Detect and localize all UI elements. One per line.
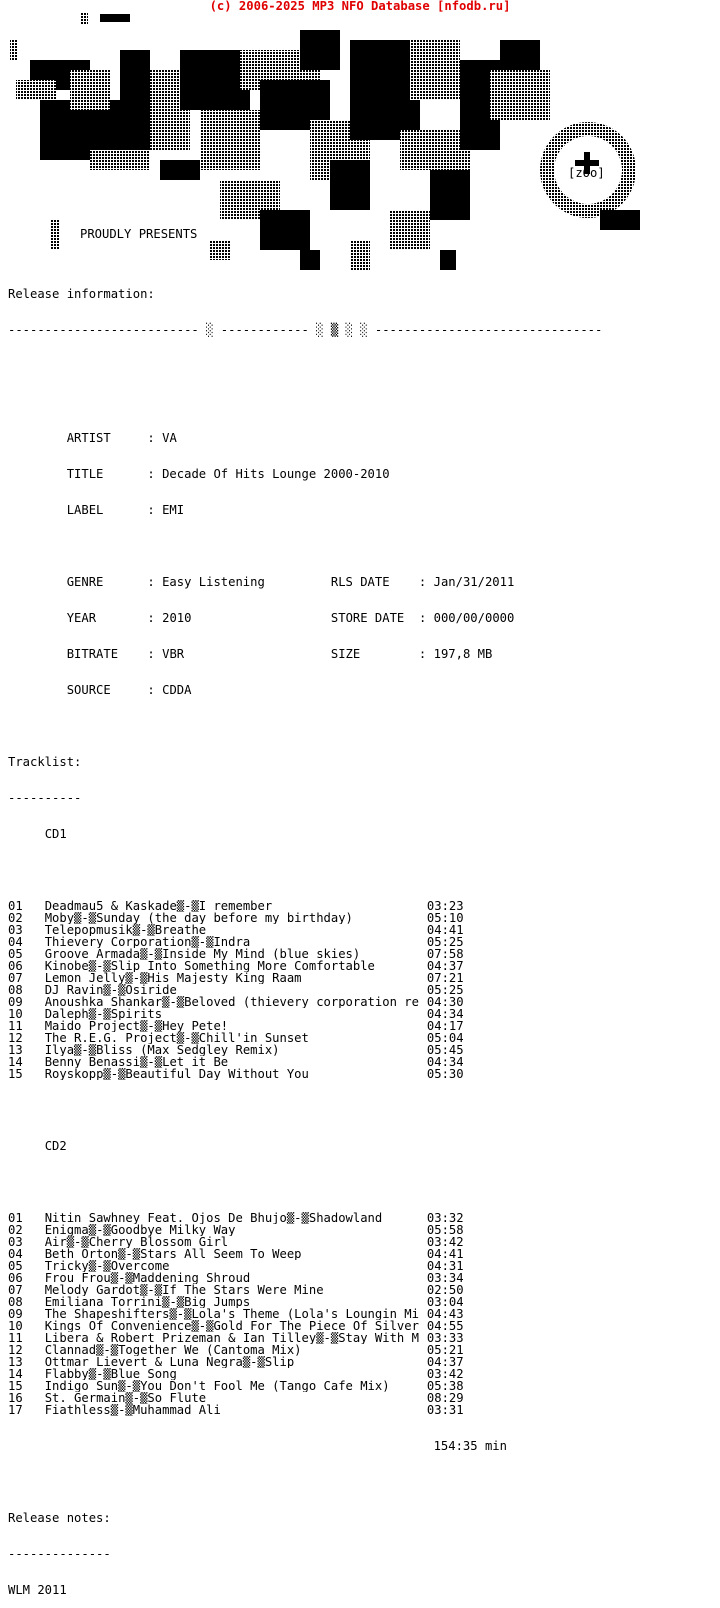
nfo-body: Release information: -------------------------- ░ ------------ ░ ▒ ░ ░ ------------------------------- ARTIST : VA TITLE : Decade Of Hits Lounge 2000-2010 LABEL : EMI GENRE : Easy Listening RLS DATE : Jan/31/2011 YEAR : 2010 STORE DATE : 000/00/0000 BITRATE : VBR SIZE : 197,8 MB SOURCE : CDDA Tracklist: ---------- CD1 01 Deadmau5 & Kaskade▒-▒I remember 03:23 02 Moby▒-▒Sunday (the day before my birthday) 05:10 03 Telepopmusik▒-▒Breathe 04:41 04 Thievery Corporation▒-▒Indra 05:25 05 Groove Armada▒-▒Inside My Mind (blue skies) 07:58 06 Kinobe▒-▒Slip Into Something More Comfortable 04:37 07 Lemon Jelly▒-▒His Majesty King Raam 07:21 08 DJ Ravin▒-▒Osiride 05:25 09 Anoushka Shankar▒-▒Beloved (thievery corporation re 04:30 10 Daleph▒-▒Spirits 04:34 11 Maido Project▒-▒Hey Pete! 04:17 12 The R.E.G. Project▒-▒Chill'in Sunset 05:04 13 Ilya▒-▒Bliss (Max Sedgley Remix) 05:45 14 Benny Benassi▒-▒Let it Be 04:34 15 Royskopp▒-▒Beautiful Day Without You 05:30 CD2 01 Nitin Sawhney Feat. Ojos De Bhujo▒-▒Shadowland 03:32 02 Enigma▒-▒Goodbye Milky Way 05:58 03 Air▒-▒Cherry Blossom Girl 03:42 04 Beth Orton▒-▒Stars All Seem To Weep 04:41 05 Tricky▒-▒Overcome 04:31 06 Frou Frou▒-▒Maddening Shroud 03:34 07 Melody Gardot▒-▒If The Stars Were Mine 02:50 08 Emiliana Torrini▒-▒Big Jumps 03:04 09 The Shapeshifters▒-▒Lola's Theme (Lola's Loungin Mi 04:43 10 Kings Of Convenience▒-▒Gold For The Piece Of Silver 04:55 11 Libera & Robert Prizeman & Ian Tilley▒-▒Stay With M 03:33 12 Clannad▒-▒Together We (Cantoma Mix) 05:21 13 Ottmar Lievert & Luna Negra▒-▒Slip 04:37 14 Flabby▒-▒Blue Song 03:42 15 Indigo Sun▒-▒You Don't Fool Me (Tango Cafe Mix) 05:38 16 St. Germain▒-▒So Flute 08:29 17 Fiathless▒-▒Muhammad Ali 03:31 154:35 min Release notes: -------------- WLM 2011: [8, 287, 603, 1597]
tracklist-heading: Tracklist:: [8, 755, 82, 769]
track-title: The R.E.G. Project▒-▒Chill'in Sunset: [44, 1032, 309, 1044]
tracklist-divider: ----------: [8, 791, 82, 805]
release-notes-heading: Release notes:: [8, 1511, 111, 1525]
track-row: [8, 1296, 602, 1308]
track-time: 05:38: [426, 1379, 464, 1393]
track-row: [8, 948, 602, 960]
track-time: 04:55: [426, 1319, 464, 1333]
track-number: 14: [8, 1367, 23, 1381]
track-number: 06: [8, 1271, 23, 1285]
track-title: Kinobe▒-▒Slip Into Something More Comfortable: [44, 960, 375, 972]
track-number: 07: [8, 971, 23, 985]
track-row: [8, 1404, 602, 1416]
track-row: [8, 1212, 602, 1224]
track-row: [8, 1068, 602, 1080]
track-title: Thievery Corporation▒-▒Indra: [44, 936, 251, 948]
track-title: Maido Project▒-▒Hey Pete!: [44, 1020, 229, 1032]
track-number: 11: [8, 1019, 23, 1033]
track-number: 14: [8, 1055, 23, 1069]
track-number: 08: [8, 1295, 23, 1309]
track-row: [8, 1008, 602, 1020]
source-value: CDDA: [162, 683, 192, 697]
track-row: [8, 1032, 602, 1044]
source-label: SOURCE: [66, 683, 111, 697]
track-row: [8, 1380, 602, 1392]
track-title: Nitin Sawhney Feat. Ojos De Bhujo▒-▒Shadowland: [44, 1212, 383, 1224]
track-number: 07: [8, 1283, 23, 1297]
track-title: Groove Armada▒-▒Inside My Mind (blue skies): [44, 948, 361, 960]
release-notes-divider: --------------: [8, 1547, 111, 1561]
track-number: 17: [8, 1403, 23, 1417]
track-title: Emiliana Torrini▒-▒Big Jumps: [44, 1296, 251, 1308]
bitrate-value: VBR: [162, 647, 185, 661]
track-time: 05:58: [426, 1223, 464, 1237]
track-time: 07:21: [426, 971, 464, 985]
track-row: [8, 1248, 602, 1260]
track-time: 03:42: [426, 1367, 464, 1381]
track-time: 04:34: [426, 1055, 464, 1069]
track-time: 04:30: [426, 995, 464, 1009]
track-number: 12: [8, 1343, 23, 1357]
track-number: 13: [8, 1043, 23, 1057]
size-value: 197,8 MB: [433, 647, 493, 661]
track-row: [8, 936, 602, 948]
track-number: 05: [8, 1259, 23, 1273]
track-time: 05:30: [426, 1067, 464, 1081]
track-row: [8, 972, 602, 984]
track-row: [8, 960, 602, 972]
track-number: 02: [8, 911, 23, 925]
track-row: [8, 1260, 602, 1272]
track-number: 15: [8, 1379, 23, 1393]
release-info-divider: -------------------------- ░ ------------ ░ ▒ ░ ░ -------------------------------: [8, 323, 603, 337]
track-title: Ilya▒-▒Bliss (Max Sedgley Remix): [44, 1044, 280, 1056]
track-row: [8, 1284, 602, 1296]
track-number: 10: [8, 1007, 23, 1021]
track-row: [8, 1056, 602, 1068]
track-time: 03:04: [426, 1295, 464, 1309]
track-row: [8, 1344, 602, 1356]
track-row: [8, 996, 602, 1008]
cd1-label: CD1: [44, 827, 67, 841]
track-time: 04:17: [426, 1019, 464, 1033]
genre-value: Easy Listening: [162, 575, 265, 589]
track-title: Flabby▒-▒Blue Song: [44, 1368, 177, 1380]
total-time: 154:35 min: [433, 1439, 507, 1453]
track-time: 04:37: [426, 959, 464, 973]
track-row: [8, 984, 602, 996]
track-title: Libera & Robert Prizeman & Ian Tilley▒-▒Stay With M: [44, 1332, 419, 1344]
track-number: 10: [8, 1319, 23, 1333]
track-row: [8, 900, 602, 912]
track-title: Royskopp▒-▒Beautiful Day Without You: [44, 1068, 309, 1080]
track-time: 07:58: [426, 947, 464, 961]
track-title: St. Germain▒-▒So Flute: [44, 1392, 207, 1404]
track-row: [8, 924, 602, 936]
track-title: Frou Frou▒-▒Maddening Shroud: [44, 1272, 251, 1284]
track-row: [8, 1368, 602, 1380]
track-row: [8, 1272, 602, 1284]
track-title: Telepopmusik▒-▒Breathe: [44, 924, 207, 936]
track-time: 05:04: [426, 1031, 464, 1045]
track-title: Beth Orton▒-▒Stars All Seem To Weep: [44, 1248, 302, 1260]
track-time: 05:21: [426, 1343, 464, 1357]
track-title: Enigma▒-▒Goodbye Milky Way: [44, 1224, 236, 1236]
track-number: 03: [8, 1235, 23, 1249]
year-value: 2010: [162, 611, 192, 625]
track-time: 04:43: [426, 1307, 464, 1321]
track-time: 05:25: [426, 935, 464, 949]
release-info-heading: Release information:: [8, 287, 155, 301]
track-number: 02: [8, 1223, 23, 1237]
track-number: 01: [8, 1211, 23, 1225]
logo-presents: PROUDLY PRESENTS: [80, 227, 198, 241]
track-time: 08:29: [426, 1391, 464, 1405]
track-row: [8, 912, 602, 924]
track-title: Moby▒-▒Sunday (the day before my birthday): [44, 912, 353, 924]
track-number: 08: [8, 983, 23, 997]
track-title: Fiathless▒-▒Muhammad Ali: [44, 1404, 221, 1416]
rls-date-label: RLS DATE: [330, 575, 390, 589]
track-number: 12: [8, 1031, 23, 1045]
size-label: SIZE: [330, 647, 361, 661]
track-number: 11: [8, 1331, 23, 1345]
track-row: [8, 1236, 602, 1248]
track-time: 05:45: [426, 1043, 464, 1057]
site-header: (c) 2006-2025 MP3 NFO Database [nfodb.ru]: [209, 0, 511, 13]
bitrate-label: BITRATE: [66, 647, 119, 661]
track-time: 04:41: [426, 1247, 464, 1261]
track-time: 03:33: [426, 1331, 464, 1345]
store-date-value: 000/00/0000: [433, 611, 515, 625]
track-title: The Shapeshifters▒-▒Lola's Theme (Lola's Loungin Mi: [44, 1308, 419, 1320]
track-number: 01: [8, 899, 23, 913]
track-title: Indigo Sun▒-▒You Don't Fool Me (Tango Cafe Mix): [44, 1380, 390, 1392]
track-time: 05:25: [426, 983, 464, 997]
track-title: Ottmar Lievert & Luna Negra▒-▒Slip: [44, 1356, 295, 1368]
track-number: 09: [8, 995, 23, 1009]
track-time: 04:37: [426, 1355, 464, 1369]
track-time: 04:34: [426, 1007, 464, 1021]
track-title: Benny Benassi▒-▒Let it Be: [44, 1056, 229, 1068]
track-row: [8, 1020, 602, 1032]
track-number: 15: [8, 1067, 23, 1081]
genre-label: GENRE: [66, 575, 104, 589]
track-number: 04: [8, 1247, 23, 1261]
track-row: [8, 1320, 602, 1332]
track-row: [8, 1356, 602, 1368]
title-label: TITLE: [66, 467, 104, 481]
track-title: DJ Ravin▒-▒Osiride: [44, 984, 177, 996]
store-date-label: STORE DATE: [330, 611, 405, 625]
track-number: 05: [8, 947, 23, 961]
track-time: 03:34: [426, 1271, 464, 1285]
track-number: 16: [8, 1391, 23, 1405]
rls-date-value: Jan/31/2011: [433, 575, 515, 589]
year-label: YEAR: [66, 611, 97, 625]
track-title: Kings Of Convenience▒-▒Gold For The Piece Of Silver: [44, 1320, 419, 1332]
track-time: 02:50: [426, 1283, 464, 1297]
track-time: 04:31: [426, 1259, 464, 1273]
track-title: Deadmau5 & Kaskade▒-▒I remember: [44, 900, 273, 912]
track-time: 05:10: [426, 911, 464, 925]
track-title: Lemon Jelly▒-▒His Majesty King Raam: [44, 972, 302, 984]
track-number: 09: [8, 1307, 23, 1321]
track-time: 03:31: [426, 1403, 464, 1417]
track-row: [8, 1332, 602, 1344]
track-title: Daleph▒-▒Spirits: [44, 1008, 163, 1020]
label-value: EMI: [162, 503, 185, 517]
track-time: 03:32: [426, 1211, 464, 1225]
track-title: Melody Gardot▒-▒If The Stars Were Mine: [44, 1284, 324, 1296]
label-label: LABEL: [66, 503, 104, 517]
release-notes-text: WLM 2011: [8, 1583, 67, 1597]
cd2-label: CD2: [44, 1139, 67, 1153]
artist-label: ARTIST: [66, 431, 111, 445]
track-row: [8, 1392, 602, 1404]
track-row: [8, 1044, 602, 1056]
track-number: 13: [8, 1355, 23, 1369]
track-row: [8, 1224, 602, 1236]
title-value: Decade Of Hits Lounge 2000-2010: [162, 467, 390, 481]
track-number: 03: [8, 923, 23, 937]
artist-value: VA: [162, 431, 177, 445]
track-number: 06: [8, 959, 23, 973]
logo-tag: [zOo]: [568, 166, 605, 180]
track-time: 03:42: [426, 1235, 464, 1249]
track-number: 04: [8, 935, 23, 949]
track-row: [8, 1308, 602, 1320]
track-title: Clannad▒-▒Together We (Cantoma Mix): [44, 1344, 302, 1356]
track-title: Tricky▒-▒Overcome: [44, 1260, 170, 1272]
track-time: 04:41: [426, 923, 464, 937]
track-time: 03:23: [426, 899, 464, 913]
track-title: Anoushka Shankar▒-▒Beloved (thievery corporation re: [44, 996, 419, 1008]
track-title: Air▒-▒Cherry Blossom Girl: [44, 1236, 229, 1248]
